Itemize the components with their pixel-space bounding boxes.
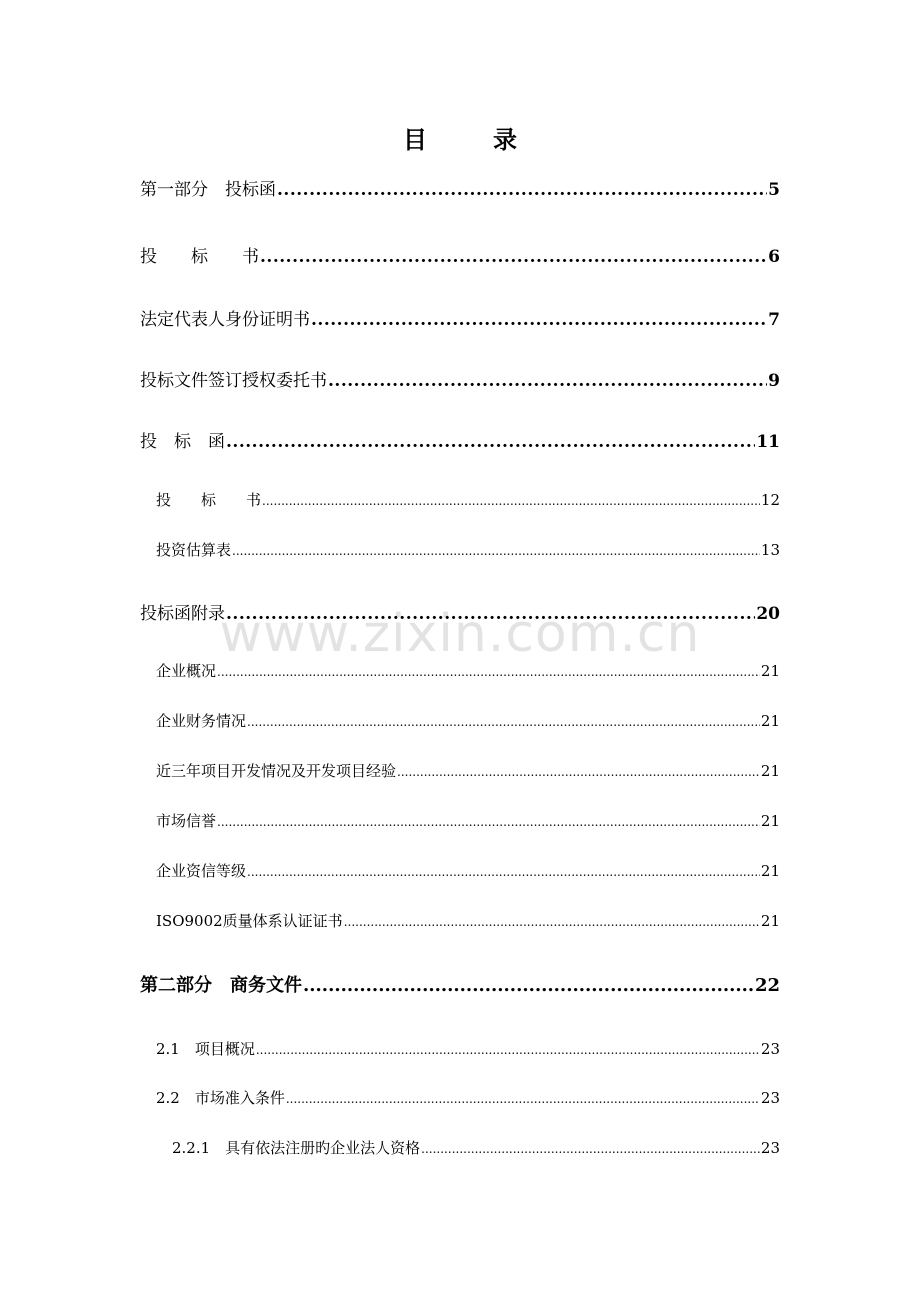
toc-entry-label: 第二部分 商务文件 (140, 975, 302, 996)
toc-page-number: 13 (760, 541, 780, 559)
toc-leader-dots (217, 665, 760, 679)
toc-entry-iso-certificate[interactable] (156, 910, 780, 931)
toc-page-number: 7 (768, 310, 780, 330)
toc-entry-label: 投标函附录 (140, 604, 225, 624)
toc-leader-dots (328, 371, 767, 391)
toc-page-number: 6 (768, 247, 780, 267)
toc-entry-2-2-1-legal-entity[interactable] (172, 1137, 780, 1158)
toc-entry-credit-rating[interactable] (156, 860, 780, 881)
toc-leader-dots (286, 1092, 760, 1106)
toc-leader-dots (421, 1142, 760, 1156)
toc-page-number: 5 (768, 180, 780, 200)
toc-page-number: 23 (760, 1089, 780, 1107)
toc-page-number: 21 (760, 812, 780, 830)
toc-page-number: 20 (756, 604, 780, 624)
toc-page-number: 23 (760, 1139, 780, 1157)
toc-entry-project-experience[interactable] (156, 760, 780, 781)
toc-page-number: 21 (760, 762, 780, 780)
toc-leader-dots (397, 765, 760, 779)
toc-leader-dots (277, 180, 767, 200)
toc-entry-label: 企业资信等级 (156, 862, 247, 880)
toc-entry-market-reputation[interactable] (156, 810, 780, 831)
toc-entry-2-1-project-overview[interactable] (156, 1038, 780, 1059)
toc-entry-label: 投 标 书 (156, 491, 262, 509)
toc-entry-financial-status[interactable] (156, 710, 780, 731)
toc-page-number: 9 (768, 371, 780, 391)
toc-entry-part-1[interactable] (140, 175, 780, 200)
toc-entry-power-of-attorney[interactable] (140, 366, 780, 391)
toc-entry-label: 市场信誉 (156, 812, 217, 830)
toc-page-number: 22 (754, 975, 780, 996)
toc-entry-label: 2.2 市场准入条件 (156, 1089, 285, 1107)
toc-leader-dots (226, 432, 755, 452)
toc-entry-bid-letter[interactable] (140, 242, 780, 267)
toc-page-number: 12 (760, 491, 780, 509)
toc-page-number: 21 (760, 912, 780, 930)
toc-entry-label: 投 标 书 (140, 247, 259, 267)
toc-entry-label: 法定代表人身份证明书 (140, 310, 310, 330)
watermark: www.zixin.com.cn (219, 604, 701, 664)
toc-entry-label: ISO9002质量体系认证证书 (156, 912, 343, 930)
toc-leader-dots (260, 247, 767, 267)
toc-leader-dots (344, 915, 760, 929)
toc-entry-label: 2.2.1 具有依法注册旳企业法人资格 (172, 1139, 421, 1157)
toc-page-number: 21 (760, 662, 780, 680)
toc-title-char-2: 录 (493, 125, 517, 154)
toc-leader-dots (232, 544, 760, 558)
toc-leader-dots (226, 604, 755, 624)
toc-leader-dots (256, 1043, 760, 1057)
toc-entry-bid-appendix[interactable] (140, 599, 780, 624)
toc-entry-label: 企业概况 (156, 662, 217, 680)
toc-entry-bid-form[interactable] (140, 427, 780, 452)
toc-leader-dots (247, 715, 760, 729)
toc-leader-dots (311, 310, 767, 330)
toc-page-number: 21 (760, 712, 780, 730)
toc-page-number: 11 (756, 432, 780, 452)
toc-entry-label: 企业财务情况 (156, 712, 247, 730)
toc-entry-legal-rep-certificate[interactable] (140, 305, 780, 330)
toc-entry-label: 投 标 函 (140, 432, 225, 452)
toc-leader-dots (247, 865, 760, 879)
toc-entry-part-2[interactable] (140, 971, 780, 997)
toc-entry-label: 投资估算表 (156, 541, 232, 559)
toc-title (0, 120, 920, 155)
toc-entry-2-2-market-access[interactable] (156, 1087, 780, 1108)
toc-title-char-1: 目 (403, 125, 427, 154)
toc-page-number: 21 (760, 862, 780, 880)
toc-entry-company-overview[interactable] (156, 660, 780, 681)
toc-entry-label: 投标文件签订授权委托书 (140, 371, 327, 391)
toc-leader-dots (303, 975, 754, 996)
toc-page-number: 23 (760, 1040, 780, 1058)
toc-entry-label: 第一部分 投标函 (140, 180, 276, 200)
toc-leader-dots (217, 815, 760, 829)
toc-entry-label: 2.1 项目概况 (156, 1040, 255, 1058)
toc-entry-bid-document[interactable] (156, 489, 780, 510)
toc-leader-dots (262, 494, 760, 508)
toc-entry-investment-estimate[interactable] (156, 539, 780, 560)
toc-entry-label: 近三年项目开发情况及开发项目经验 (156, 762, 397, 780)
